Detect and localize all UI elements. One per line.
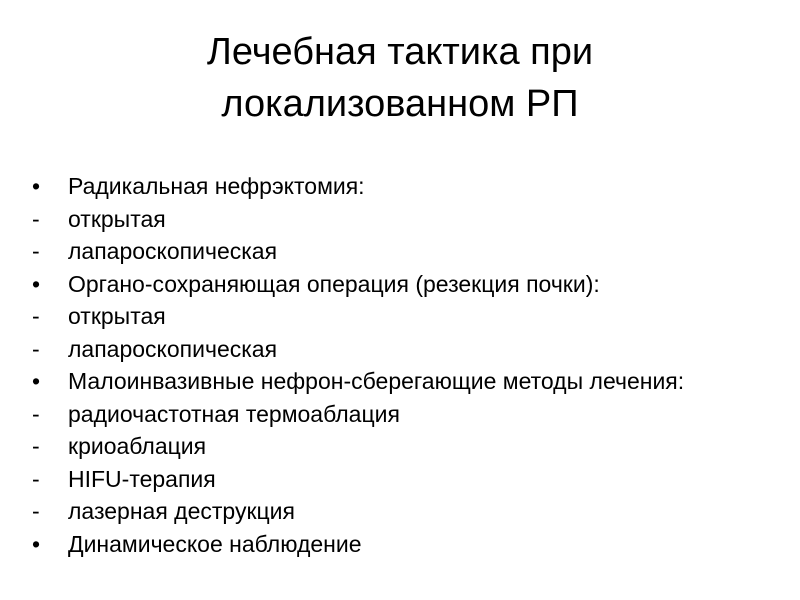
dash-marker: -	[32, 335, 40, 362]
list-item-text: лапароскопическая	[68, 335, 278, 362]
list-item	[32, 369, 752, 394]
list-item	[32, 467, 752, 492]
bullet-marker: •	[32, 270, 41, 297]
list-item-text: радиочастотная термоаблация	[68, 400, 400, 427]
list-item	[32, 239, 752, 264]
bullet-marker: •	[32, 368, 41, 394]
list-item-text: лазерная деструкция	[68, 498, 295, 524]
list-item-text: лапароскопическая	[68, 238, 278, 264]
list-item-text: HIFU-терапия	[68, 465, 216, 492]
list-item-text: Радикальная нефрэктомия:	[68, 173, 365, 199]
slide-title-line-1: Лечебная тактика при	[206, 31, 594, 73]
dash-marker: -	[32, 205, 40, 232]
dash-marker: -	[32, 238, 40, 264]
bullet-marker: •	[32, 530, 41, 557]
list-item-text: Органо-сохраняющая операция (резекция почки):	[68, 270, 600, 297]
list-item	[32, 272, 752, 297]
bullet-marker: •	[32, 173, 41, 199]
dash-marker: -	[32, 303, 40, 329]
slide-title-line-2: локализованном РП	[221, 83, 579, 125]
list-item	[32, 499, 752, 524]
list-item-text: Динамическое наблюдение	[68, 530, 362, 557]
dash-marker: -	[32, 433, 40, 459]
list-item	[32, 434, 752, 459]
dash-marker: -	[32, 400, 40, 427]
list-item	[32, 337, 752, 362]
list-item	[32, 304, 752, 329]
slide-title	[100, 26, 700, 130]
dash-marker: -	[32, 465, 40, 492]
list-item	[32, 532, 752, 557]
dash-marker: -	[32, 498, 40, 524]
list-item	[32, 174, 752, 199]
bullet-list	[32, 174, 752, 564]
list-item-text: Малоинвазивные нефрон-сберегающие методы лечения:	[68, 368, 685, 394]
list-item-text: открытая	[68, 205, 166, 232]
list-item	[32, 207, 752, 232]
list-item-text: криоаблация	[68, 433, 207, 459]
list-item	[32, 402, 752, 427]
list-item-text: открытая	[68, 303, 166, 329]
